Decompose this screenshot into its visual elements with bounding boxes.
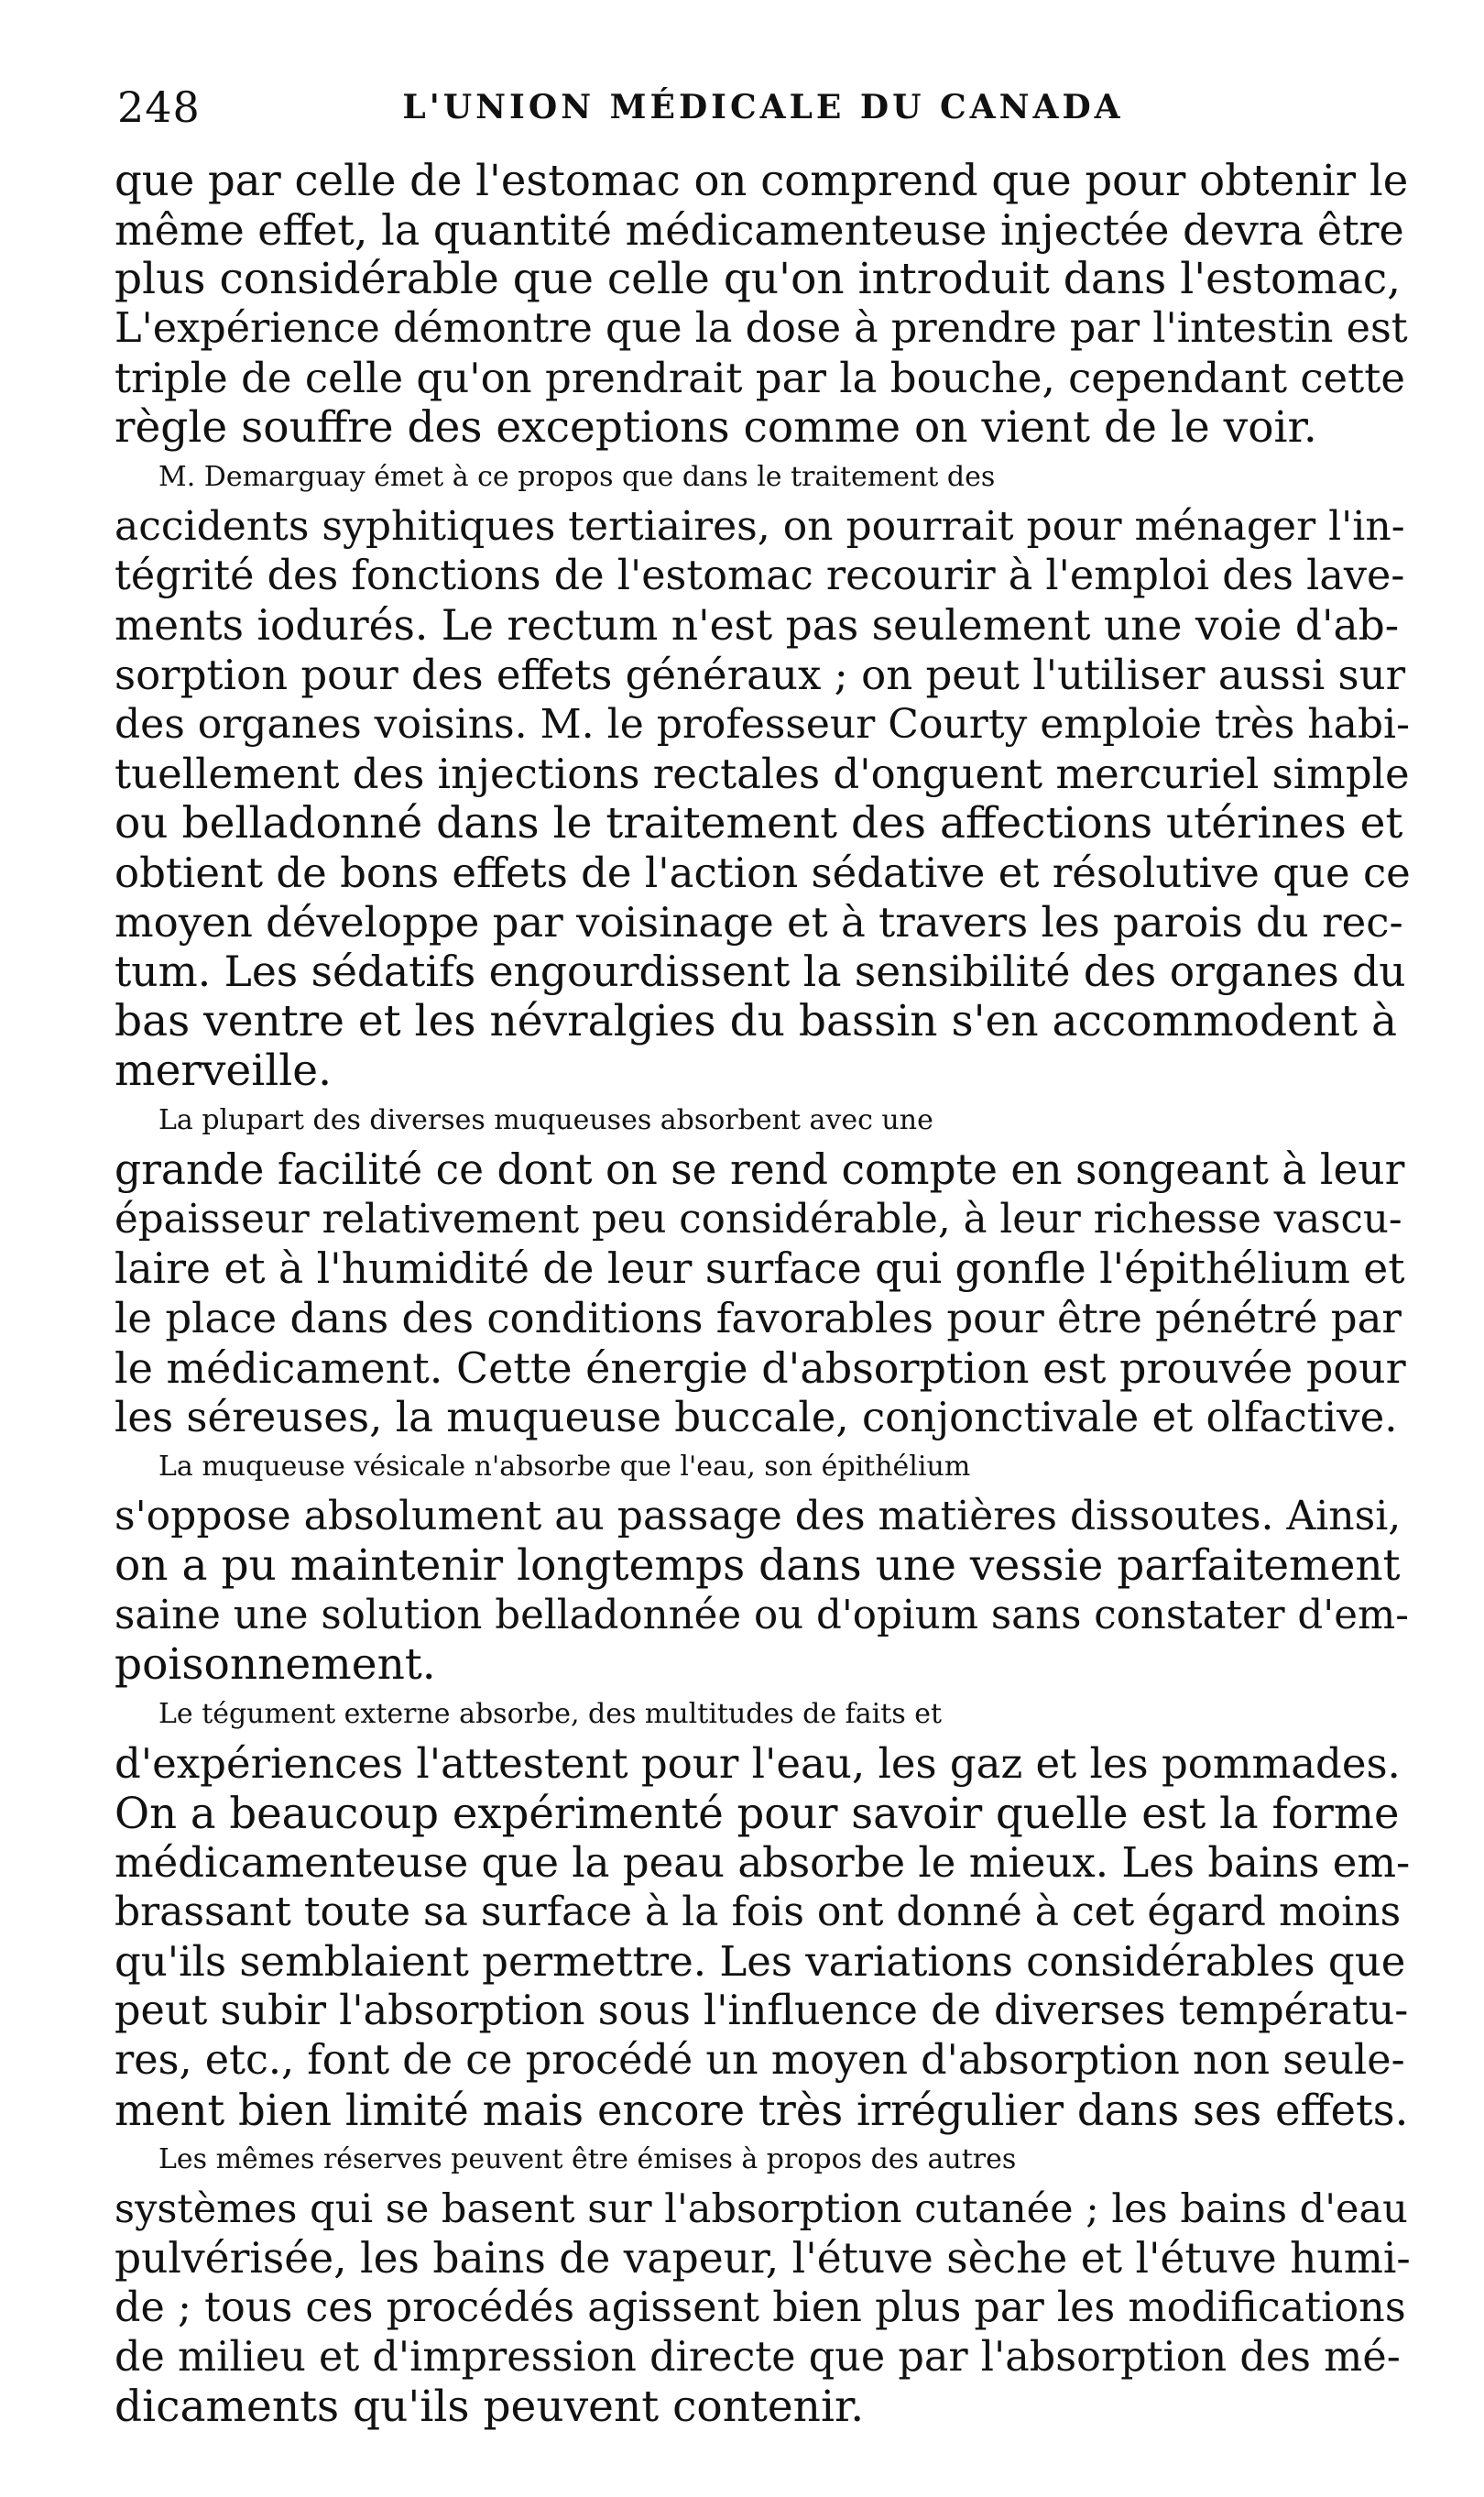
text-line: d'expériences l'attestent pour l'eau, les gaz et les pommades.: [115, 1739, 1401, 1788]
text-line: poisonnement.: [115, 1639, 436, 1690]
text-line: peut subir l'absorption sous l'influence de diverses températu-: [115, 1988, 1409, 2034]
text-line: tégrité des fonctions de l'estomac recourir à l'emploi des lave-: [115, 553, 1405, 599]
text-line: que par celle de l'estomac on comprend que pour obtenir le: [115, 156, 1409, 205]
text-line: de milieu et d'impression directe que par l'absorption des mé-: [115, 2334, 1401, 2381]
text-line: Le tégument externe absorbe, des multitudes de faits et: [158, 1698, 943, 1730]
text-line: dicaments qu'ils peuvent contenir.: [115, 2382, 865, 2432]
text-line: ment bien limité mais encore très irrégulier dans ses effets.: [115, 2086, 1409, 2135]
text-line: le place dans des conditions favorables pour être pénétré par: [115, 1294, 1402, 1342]
text-line: On a beaucoup expérimenté pour savoir quelle est la forme: [115, 1789, 1400, 1838]
text-line: règle souffre des exceptions comme on vient de le voir.: [115, 402, 1317, 453]
text-line: Les mêmes réserves peuvent être émises à propos des autres: [158, 2143, 1017, 2175]
paragraph: [115, 156, 1411, 453]
article-body: [115, 156, 1411, 2432]
text-line: pulvérisée, les bains de vapeur, l'étuve sèche et l'étuve humi-: [115, 2234, 1411, 2283]
text-line: res, etc., font de ce procédé un moyen d'absorption non seule-: [115, 2037, 1405, 2084]
text-line: tuellement des injections rectales d'onguent mercuriel simple: [115, 750, 1410, 798]
text-line: les séreuses, la muqueuse buccale, conjonctivale et olfactive.: [115, 1393, 1398, 1441]
text-line: triple de celle qu'on prendrait par la bouche, cependant cette: [115, 354, 1405, 402]
text-line: sorption pour des effets généraux ; on peut l'utiliser aussi sur: [115, 651, 1406, 699]
text-line: on a pu maintenir longtemps dans une vessie parfaitement: [115, 1540, 1401, 1591]
paragraph: [115, 1690, 1411, 2135]
text-line: des organes voisins. M. le professeur Courty emploie très habi-: [115, 701, 1410, 748]
text-line: bas ventre et les névralgies du bassin s'en accommodent à: [115, 996, 1397, 1046]
text-line: moyen développe par voisinage et à travers les parois du rec-: [115, 898, 1403, 947]
page-number: 248: [117, 82, 201, 132]
paragraph: [115, 453, 1411, 1096]
journal-title: L'UNION MÉDICALE DU CANADA: [402, 88, 1124, 126]
text-line: La plupart des diverses muqueuses absorbent avec une: [158, 1104, 933, 1136]
text-line: médicamenteuse que la peau absorbe le mieux. Les bains em-: [115, 1838, 1411, 1887]
text-line: ments iodurés. Le rectum n'est pas seulement une voie d'ab-: [115, 601, 1400, 650]
text-line: qu'ils semblaient permettre. Les variations considérables que: [115, 1937, 1406, 1986]
text-line: le médicament. Cette énergie d'absorption est prouvée pour: [115, 1343, 1406, 1393]
page-header: [117, 82, 1409, 137]
text-line: s'oppose absolument au passage des matières dissoutes. Ainsi,: [115, 1493, 1402, 1539]
paragraph: [115, 2135, 1411, 2432]
text-line: brassant toute sa surface à la fois ont donné à cet égard moins: [115, 1889, 1402, 1935]
text-line: M. Demarguay émet à ce propos que dans le traitement des: [158, 461, 996, 493]
text-line: de ; tous ces procédés agissent bien plus par les modifications: [115, 2284, 1406, 2331]
text-line: épaisseur relativement peu considérable, à leur richesse vascu-: [115, 1197, 1402, 1243]
paragraph: [115, 1096, 1411, 1442]
paragraph: [115, 1442, 1411, 1690]
text-line: La muqueuse vésicale n'absorbe que l'eau, son épithélium: [158, 1451, 971, 1483]
text-line: obtient de bons effets de l'action sédative et résolutive que ce: [115, 849, 1411, 897]
text-line: accidents syphitiques tertiaires, on pourrait pour ménager l'in-: [115, 503, 1405, 550]
text-line: systèmes qui se basent sur l'absorption cutanée ; les bains d'eau: [115, 2186, 1408, 2232]
text-line: L'expérience démontre que la dose à prendre par l'intestin est: [115, 305, 1408, 352]
text-line: même effet, la quantité médicamenteuse injectée devra être: [115, 205, 1404, 255]
text-line: laire et à l'humidité de leur surface qui gonfle l'épithélium et: [115, 1244, 1405, 1293]
text-line: saine une solution belladonnée ou d'opium sans constater d'em-: [115, 1593, 1409, 1638]
text-line: tum. Les sédatifs engourdissent la sensibilité des organes du: [115, 947, 1406, 996]
text-line: plus considérable que celle qu'on introduit dans l'estomac,: [115, 254, 1402, 304]
text-line: grande facilité ce dont on se rend compte en songeant à leur: [115, 1145, 1405, 1194]
text-line: merveille.: [115, 1046, 333, 1096]
text-line: ou belladonné dans le traitement des affections utérines et: [115, 798, 1403, 849]
